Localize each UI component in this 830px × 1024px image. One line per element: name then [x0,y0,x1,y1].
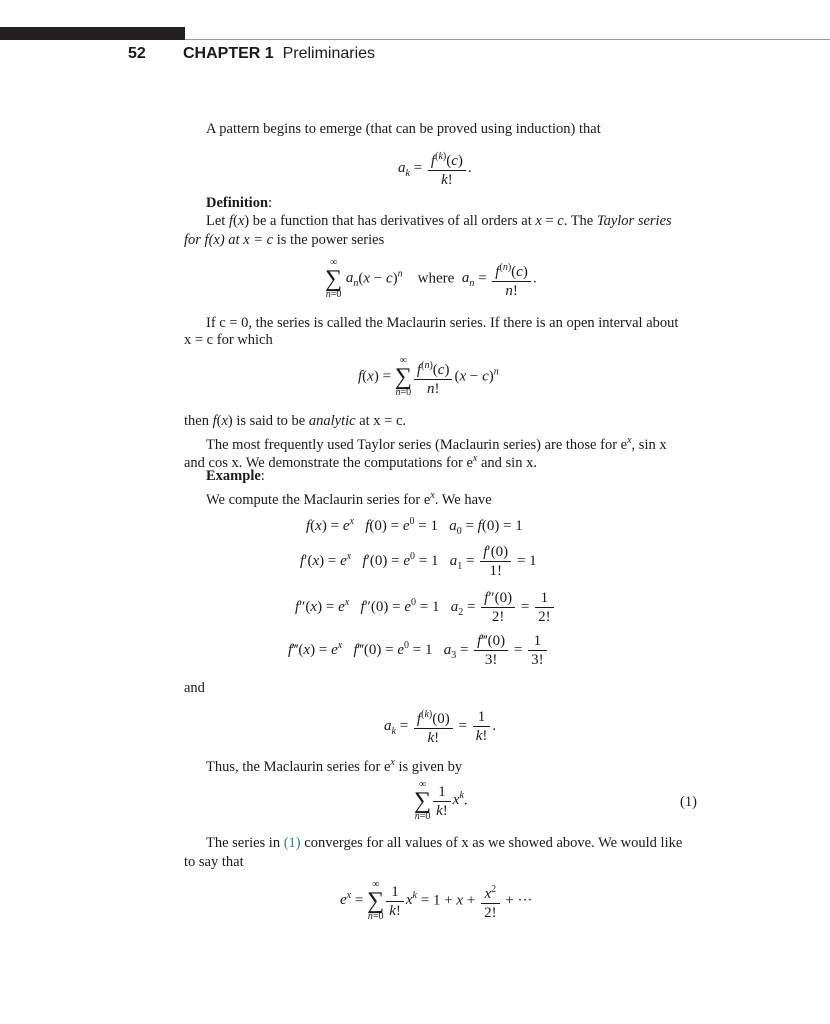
equation-analytic: f(x) = ∞ ∑ n=0 $\frac{f^{(n)}(c)}{n!}$ $(x - c)^n$ [358,355,499,398]
definition-line-2: for f(x) at x = c is the power series [184,232,385,248]
frequent-line-2: and cos x. We demonstrate the computations for $e^x$ and sin x. [184,453,537,471]
page-number: 52 [128,45,146,62]
example-heading: Example: [206,468,265,484]
derivative-row-0: $f(x) = e^x$ $f(0) = e^0 = 1$ $a_0 = f(0) = 1$ [306,516,523,537]
maclaurin-line-2: x = c for which [184,332,273,348]
header-color-bar [0,27,185,40]
chapter-heading [183,45,375,63]
converge-line-2: to say that [184,854,244,870]
derivative-row-2: $f''(x) = e^x$ $f''(0) = e^0 = 1$ $a_2$ = $\frac{f''(0)}{2!}$ = $\frac{1}{2!}$ [295,589,556,626]
equation-exponential: $e^x$ = ∞ ∑ n=0 $\frac{1}{k!}$ $x^k = 1 + x$ + $\frac{x^2}{2!}$ + ··· [340,879,533,922]
equation-ak-general: $a_k$ = $\frac{f^{(k)}(0)}{k!}$ = $\frac{1}{k!}$ . [384,706,496,747]
thus-line: Thus, the Maclaurin series for $e^x$ is given by [206,757,463,775]
equation-taylor-series: ∞ ∑ n=0 $a_n(x - c)^n$ where $a_n$ = $\frac{f^{(n)}(c)}{n!}$ . [325,257,537,300]
equation-maclaurin-series: ∞ ∑ n=0 $\frac{1}{k!}$ $x^k$. [414,779,468,822]
equation-number: (1) [680,794,697,810]
maclaurin-line-1: If c = 0, the series is called the Maclaurin series. If there is an open interval about [206,315,679,331]
analytic-line: then f(x) is said to be analytic at x = c. [184,413,407,429]
definition-line-1: Let f(x) be a function that has derivatives of all orders at x = c. The Taylor series [206,213,672,229]
chapter-title: Preliminaries [282,45,376,62]
converge-line-1: The series in (1) converges for all values of x as we showed above. We would like [206,835,683,851]
and-word: and [184,680,205,696]
header-rule [185,39,830,40]
equation-reference-link[interactable]: (1) [283,835,301,851]
definition-heading: Definition: [206,195,273,211]
frequent-line-1: The most frequently used Taylor series (Maclaurin series) are those for $e^x$, sin x [206,435,667,453]
equation-ak: $a_k$ = $\frac{f^{(k)}(c)}{k!}$ . [398,148,472,189]
derivative-row-3: f‴(x) = $e^x$ f‴(0) = $e^0 = 1$ $a_3$ = $\frac{f‴(0)}{3!}$ = $\frac{1}{3!}$ [288,632,549,669]
where-word: where [417,270,455,287]
example-line: We compute the Maclaurin series for $e^x$. We have [206,490,492,508]
derivative-row-1: $f'(x) = e^x$ $f'(0) = e^0 = 1$ $a_1$ = $\frac{f'(0)}{1!}$ = 1 [300,544,537,579]
intro-text: A pattern begins to emerge (that can be proved using induction) that [206,121,601,137]
chapter-label: CHAPTER 1 [183,45,274,62]
